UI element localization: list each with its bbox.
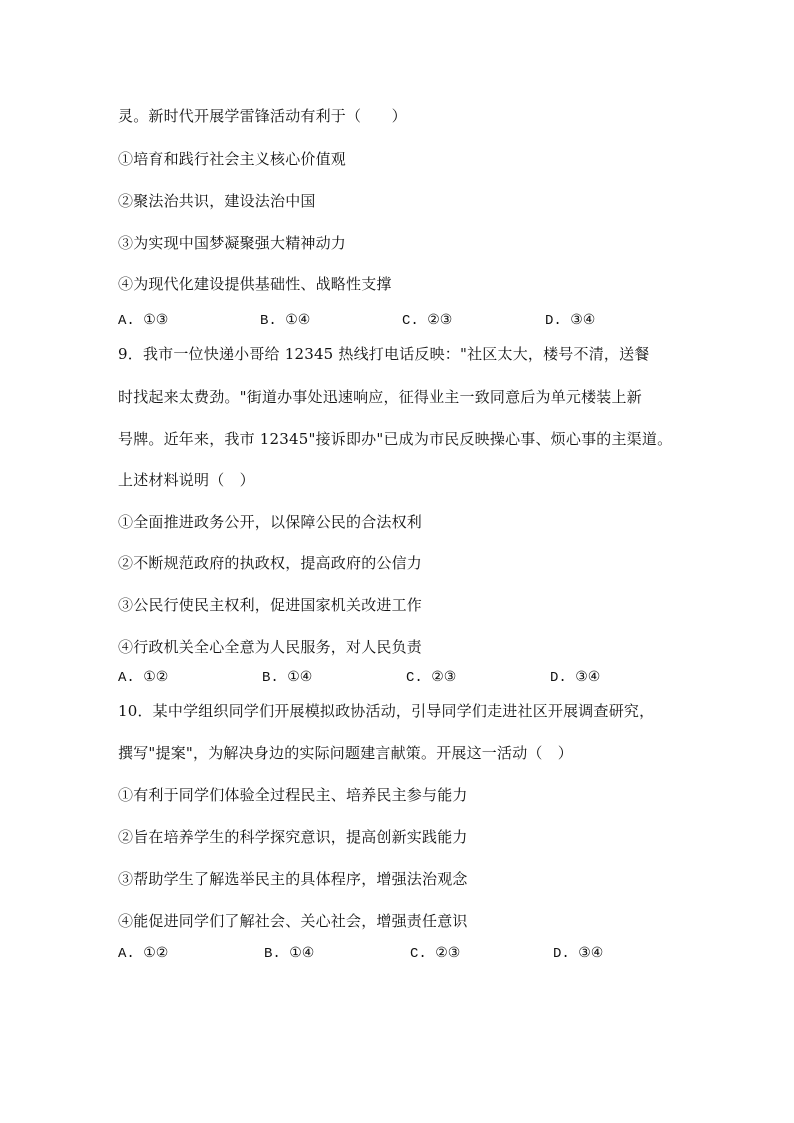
q9-stem-line-4: 上述材料说明（ ）: [118, 471, 255, 489]
q10-option-b: B. ①④: [264, 946, 315, 962]
q10-statement-3: ③帮助学生了解选举民主的具体程序，增强法治观念: [118, 870, 468, 888]
q9-statement-3: ③公民行使民主权利，促进国家机关改进工作: [118, 596, 423, 614]
q10-option-a: A. ①②: [118, 946, 169, 962]
q9-statement-2: ②不断规范政府的执政权，提高政府的公信力: [118, 554, 423, 572]
q9-option-a: A. ①②: [118, 670, 169, 686]
q10-option-c: C. ②③: [410, 946, 461, 962]
q9-statement-1: ①全面推进政务公开，以保障公民的合法权利: [118, 513, 423, 531]
q9-stem-line-2: 时找起来太费劲。"街道办事处迅速响应，征得业主一致同意后为单元楼装上新: [118, 388, 642, 406]
q8-options: [118, 312, 678, 332]
q9-option-d: D. ③④: [550, 670, 601, 686]
q8-statement-2: ②聚法治共识，建设法治中国: [118, 192, 316, 210]
q9-statement-4: ④行政机关全心全意为人民服务，对人民负责: [118, 638, 423, 656]
q10-stem-line-1: 10．某中学组织同学们开展模拟政协活动，引导同学们走进社区开展调查研究，: [118, 702, 655, 720]
q9-stem-line-1: 9．我市一位快递小哥给 12345 热线打电话反映："社区太大，楼号不清，送餐: [118, 345, 650, 363]
q8-statement-3: ③为实现中国梦凝聚强大精神动力: [118, 234, 347, 252]
q8-option-b: B. ①④: [260, 313, 311, 329]
q8-statement-4: ④为现代化建设提供基础性、战略性支撑: [118, 275, 392, 293]
q10-statement-2: ②旨在培养学生的科学探究意识，提高创新实践能力: [118, 828, 468, 846]
q9-options: [118, 669, 678, 689]
q8-statement-1: ①培育和践行社会主义核心价值观: [118, 150, 347, 168]
q8-option-a: A. ①③: [118, 313, 169, 329]
q10-statement-1: ①有利于同学们体验全过程民主、培养民主参与能力: [118, 786, 468, 804]
q9-option-c: C. ②③: [406, 670, 457, 686]
q8-option-d: D. ③④: [545, 313, 596, 329]
q8-stem-tail: 灵。新时代开展学雷锋活动有利于（ ）: [118, 107, 407, 125]
q10-option-d: D. ③④: [553, 946, 604, 962]
q10-statement-4: ④能促进同学们了解社会、关心社会，增强责任意识: [118, 912, 468, 930]
q9-stem-line-3: 号牌。近年来，我市 12345"接诉即办"已成为市民反映操心事、烦心事的主渠道。: [118, 430, 673, 448]
q10-stem-line-2: 撰写"提案"，为解决身边的实际问题建言献策。开展这一活动（ ）: [118, 744, 574, 762]
q10-options: [118, 945, 678, 965]
q8-option-c: C. ②③: [402, 313, 453, 329]
q9-option-b: B. ①④: [262, 670, 313, 686]
